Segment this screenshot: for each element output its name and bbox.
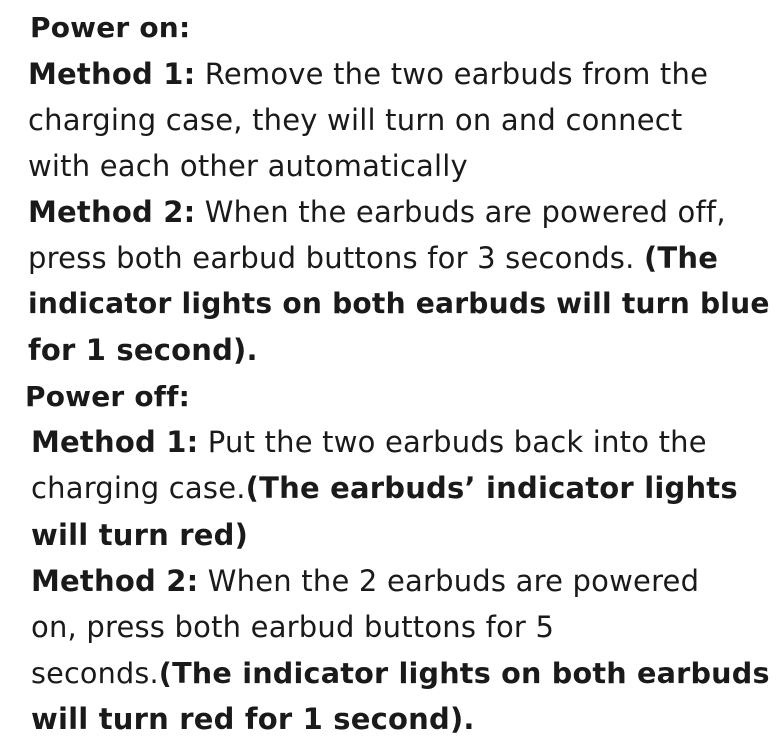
method-label: Method 1: (28, 57, 196, 91)
power-off-method1-line1 (31, 425, 707, 459)
power-on-method2-line4: for 1 second). (28, 333, 258, 367)
power-off-heading: Power off: (25, 380, 190, 413)
power-on-method2-line3: indicator lights on both earbuds will turn blue (28, 287, 770, 320)
method-text: seconds. (31, 656, 159, 690)
power-off-method2-line3 (31, 656, 770, 690)
method-label: Method 1: (31, 425, 199, 459)
power-on-method2-line2 (28, 241, 719, 275)
power-on-method1-line1 (28, 57, 709, 91)
note-text: (The (643, 241, 719, 275)
method-text: When the 2 earbuds are powered (198, 564, 700, 598)
power-on-method2-line1 (28, 195, 726, 229)
power-on-heading: Power on: (30, 11, 191, 44)
method-text: press both earbud buttons for 3 seconds. (28, 241, 644, 275)
power-off-method2-line4: will turn red for 1 second). (31, 702, 475, 736)
method-label: Method 2: (31, 564, 199, 598)
note-text: (The earbuds’ indicator lights (245, 471, 738, 505)
method-label: Method 2: (28, 195, 196, 229)
power-off-method1-line2 (31, 471, 738, 505)
power-off-method2-line1 (31, 564, 700, 598)
note-text: (The indicator lights on both earbuds (158, 656, 770, 690)
power-on-method1-line3: with each other automatically (28, 149, 468, 183)
power-off-method2-line2: on, press both earbud buttons for 5 (31, 610, 555, 644)
power-on-method1-line2: charging case, they will turn on and connect (28, 103, 683, 137)
power-off-method1-line3: will turn red) (31, 518, 249, 552)
method-text: When the earbuds are powered off, (195, 195, 726, 229)
method-text: Put the two earbuds back into the (198, 425, 707, 459)
method-text: charging case. (31, 471, 246, 505)
method-text: Remove the two earbuds from the (195, 57, 709, 91)
